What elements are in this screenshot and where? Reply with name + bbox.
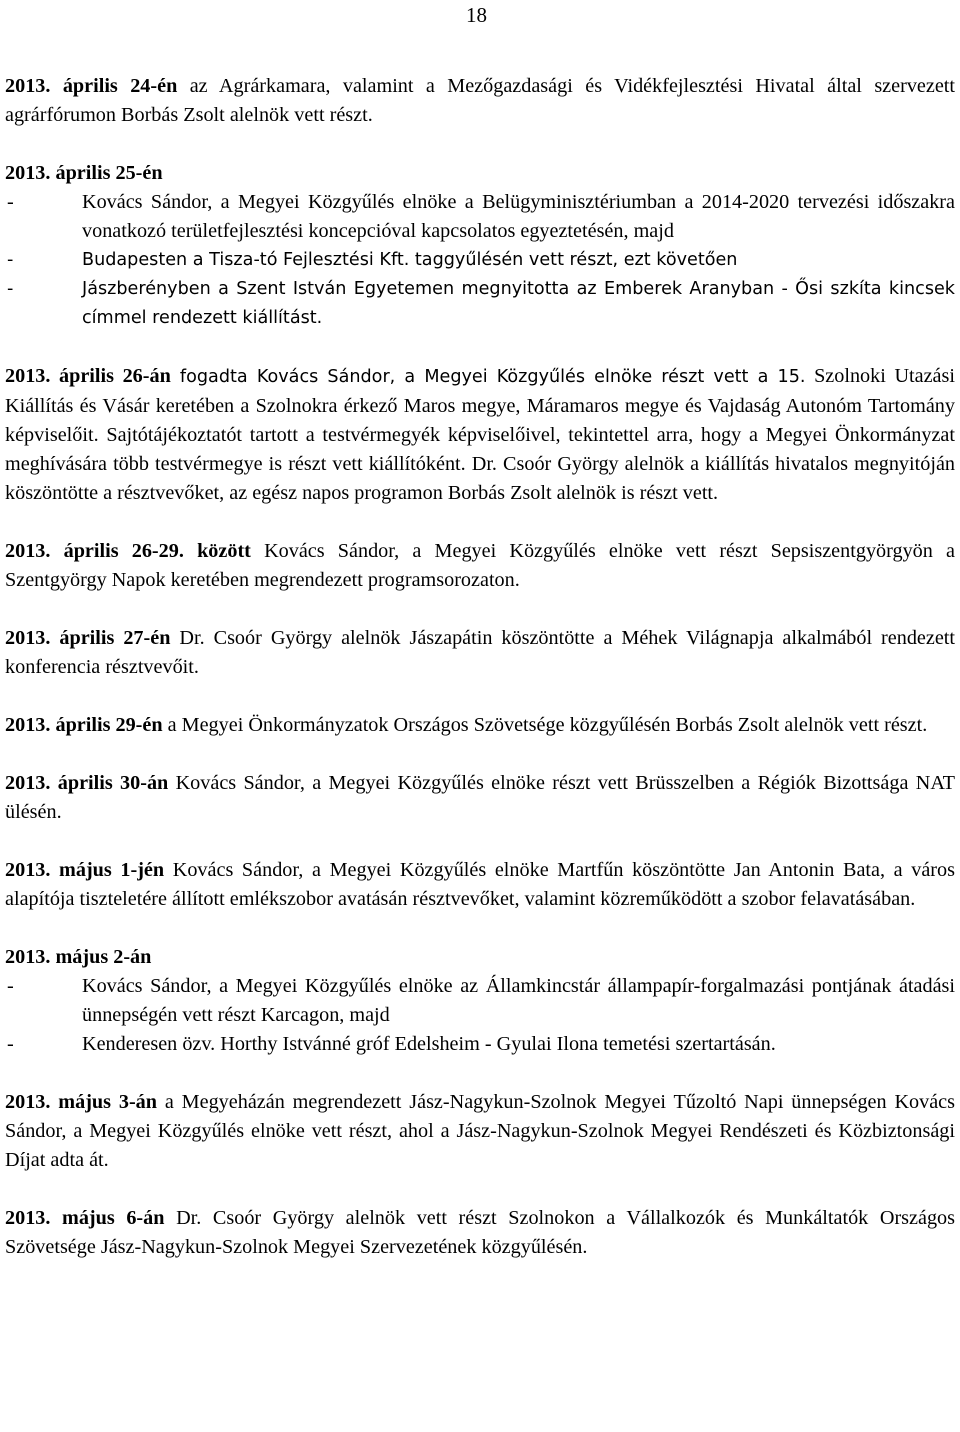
entry-may-1 (5, 856, 955, 914)
entry-date: 2013. április 25-én (5, 162, 163, 184)
entry-text: Szolnoki Utazási Kiállítás és Vásár keretében a Szolnokra érkező Maros megye, Máramaros megye és Vajdaság Autonóm Tartomány képviselőit. Sajtótájékoztatót tartott a testvérmegyék képviselőivel, tekintettel arra, hogy a Megyei Önkormányzat meghívására több testvérmegye is részt vett kiállítóként. Dr. Csoór György alelnök a kiállítás hivatalos megnyitóján köszöntötte a résztvevőket, az egész napos programon Borbás Zsolt alelnök is részt vett. (5, 365, 955, 504)
list-item-text: Budapesten a Tisza-tó Fejlesztési Kft. taggyűlésén vett részt, ezt követően (82, 250, 738, 270)
list-item-text: Kovács Sándor, a Megyei Közgyűlés elnöke a Belügyminisztériumban a 2014-2020 tervezési időszakra vonatkozó területfejlesztési koncepcióval kapcsolatos egyeztetésén, majd (82, 191, 955, 242)
entry-may-2 (5, 943, 955, 1059)
entry-april-26 (5, 362, 955, 508)
entry-text: a Megyei Önkormányzatok Országos Szövetsége közgyűlésén Borbás Zsolt alelnök vett részt. (162, 714, 928, 736)
entry-date: 2013. április 24-én (5, 75, 178, 97)
entry-date: 2013. május 1-jén (5, 859, 165, 881)
entry-april-29 (5, 711, 955, 740)
entry-date: 2013. április 26-án (5, 365, 171, 387)
list-item-text: Kovács Sándor, a Megyei Közgyűlés elnöke az Államkincstár állampapír-forgalmazási pontjának átadási ünnepségén vett részt Karcagon, majd (82, 975, 955, 1026)
entry-april-26-29 (5, 537, 955, 595)
entry-text: a Megyeházán megrendezett Jász-Nagykun-Szolnok Megyei Tűzoltó Napi ünnepségen Kovács Sándor, a Megyei Közgyűlés elnöke vett részt, ahol a Jász-Nagykun-Szolnok Megyei Rendészeti és Közbiztonsági Díjat adta át. (5, 1091, 955, 1171)
entry-april-30 (5, 769, 955, 827)
list-item (5, 1030, 955, 1059)
entry-text: Dr. Csoór György alelnök Jászapátin köszöntötte a Méhek Világnapja alkalmából rendezett konferencia résztvevőit. (5, 627, 956, 678)
entry-list (5, 188, 955, 333)
entry-april-25 (5, 159, 955, 333)
page-number: 18 (466, 3, 487, 27)
list-item-text: Jászberényben a Szent István Egyetemen megnyitotta az Emberek Aranyban - Ősi szkíta kincsek címmel rendezett kiállítást. (82, 279, 955, 328)
entry-list (5, 972, 955, 1059)
entry-text: Dr. Csoór György alelnök vett részt Szolnokon a Vállalkozók és Munkáltatók Országos Szövetsége Jász-Nagykun-Szolnok Megyei Szervezetének közgyűlésén. (5, 1207, 955, 1258)
list-item (5, 246, 955, 275)
entry-text: Kovács Sándor, a Megyei Közgyűlés elnöke Martfűn köszöntötte Jan Antonin Bata, a város alapítója tiszteletére állított emlékszobor avatásán résztvevőket, valamint közreműködött a szobor felavatásában. (5, 859, 955, 910)
list-item (5, 275, 955, 333)
list-item-text: Kenderesen özv. Horthy Istvánné gróf Edelsheim - Gyulai Ilona temetési szertartásán. (82, 1033, 776, 1055)
list-item (5, 972, 955, 1030)
entry-date: 2013. április 26-29. között (5, 540, 251, 562)
entry-text: Kovács Sándor, a Megyei Közgyűlés elnöke részt vett Brüsszelben a Régiók Bizottsága NAT ülésén. (5, 772, 955, 823)
document-body (5, 72, 955, 1291)
entry-date: 2013. május 2-án (5, 946, 152, 968)
entry-text: Kovács Sándor, a Megyei Közgyűlés elnöke vett részt Sepsiszentgyörgyön a Szentgyörgy Napok keretében megrendezett programsorozaton. (5, 540, 955, 591)
entry-date: 2013. április 29-én (5, 714, 163, 736)
entry-may-3 (5, 1088, 955, 1175)
entry-date: 2013. április 30-án (5, 772, 169, 794)
entry-april-24 (5, 72, 955, 130)
list-item (5, 188, 955, 246)
entry-date: 2013. május 6-án (5, 1207, 165, 1229)
entry-april-27 (5, 624, 955, 682)
entry-date: 2013. május 3-án (5, 1091, 157, 1113)
entry-may-6 (5, 1204, 955, 1262)
entry-text-sans: fogadta Kovács Sándor, a Megyei Közgyűlés elnöke részt vett a 15. (170, 367, 806, 387)
entry-text: az Agrárkamara, valamint a Mezőgazdasági és Vidékfejlesztési Hivatal által szervezett agrárfórumon Borbás Zsolt alelnök vett részt. (5, 75, 956, 126)
entry-date: 2013. április 27-én (5, 627, 171, 649)
